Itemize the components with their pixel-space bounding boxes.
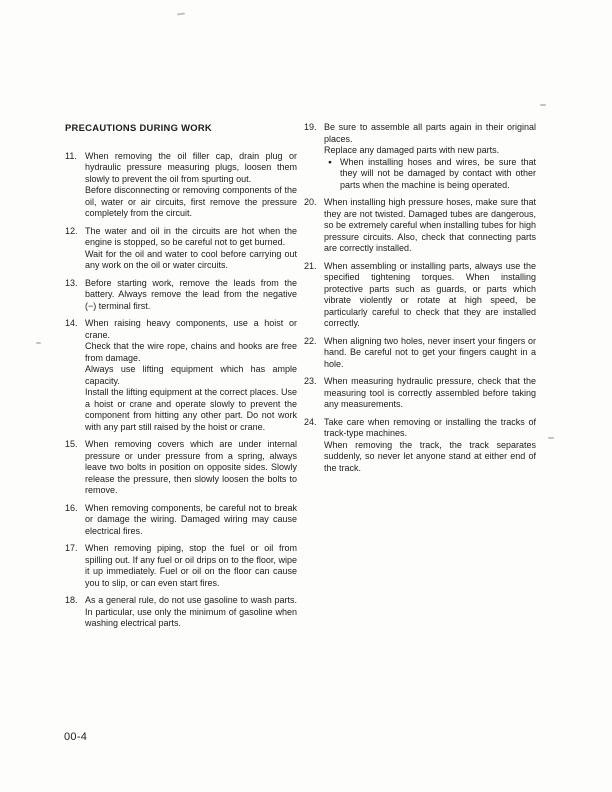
scan-artifact	[177, 12, 185, 15]
item-paragraph: As a general rule, do not use gasoline to wash parts. In particular, use only the minimum of gasoline when washing electrical parts.	[85, 595, 297, 628]
item-paragraph: When aligning two holes, never insert your fingers or hand. Be careful not to get your fingers caught in a hole.	[324, 335, 536, 369]
item-paragraph: When raising heavy components, use a hoist or crane.	[85, 318, 297, 340]
scan-artifact	[36, 342, 41, 344]
item-body	[85, 543, 297, 589]
scan-artifact	[548, 437, 554, 439]
item-paragraph: When removing covers which are under internal pressure or under pressure from a spring, always leave two bolts in position on opposite sides. Slowly release the pressure, then slowly loosen the bolts to remove.	[85, 439, 297, 495]
item-number: 23.	[304, 376, 317, 386]
list-item-18	[65, 595, 297, 630]
item-paragraph: When removing the track, the track separates suddenly, so never let anyone stand at either end of the track.	[324, 439, 536, 473]
list-item-24	[304, 417, 536, 475]
item-paragraph: When assembling or installing parts, always use the specified tightening torques. When installing protective parts such as guards, or parts which vibrate violently or rotate at high speed, be particularly careful to check that they are installed correctly.	[324, 260, 536, 328]
item-number: 13.	[65, 277, 78, 288]
item-number: 11.	[65, 150, 77, 161]
list-item-22	[304, 336, 536, 371]
list-item-20	[304, 197, 536, 255]
bullet-item	[328, 157, 536, 192]
item-number: 22.	[304, 335, 317, 346]
item-paragraph: Before disconnecting or removing components of the oil, water or air circuits, first remove the pressure completely from the circuit.	[85, 185, 297, 218]
bullet-icon: ●	[328, 158, 332, 166]
item-paragraph: Before starting work, remove the leads from the battery. Always remove the lead from the negative (−) terminal first.	[85, 277, 297, 311]
item-number: 21.	[304, 260, 317, 271]
item-number: 12.	[65, 225, 78, 236]
item-body	[324, 261, 536, 330]
item-body	[85, 595, 297, 630]
item-number: 18.	[65, 595, 78, 605]
list-item-13	[65, 278, 297, 313]
item-body	[324, 197, 536, 255]
list-item-21	[304, 261, 536, 330]
item-paragraph: Take care when removing or installing the tracks of track-type machines.	[324, 416, 536, 438]
two-column-layout	[65, 122, 536, 630]
item-paragraph: The water and oil in the circuits are hot when the engine is stopped, so be careful not to get burned.	[85, 225, 297, 247]
list-item-23	[304, 376, 536, 411]
item-paragraph: When installing high pressure hoses, make sure that they are not twisted. Damaged tubes are dangerous, so be extremely careful when installing tubes for high pressure circuits. Also, check that connecting parts are correctly installed.	[324, 197, 536, 253]
item-paragraph: When removing components, be careful not to break or damage the wiring. Damaged wiring may cause electrical fires.	[85, 502, 297, 536]
item-body	[324, 417, 536, 475]
bullet-paragraph: When installing hoses and wires, be sure that they will not be damaged by contact with other parts when the machine is being operated.	[340, 156, 536, 190]
item-paragraph: Always use lifting equipment which has ample capacity.	[85, 364, 297, 386]
right-column	[304, 122, 536, 630]
item-paragraph: When measuring hydraulic pressure, check that the measuring tool is correctly assembled before taking any measurements.	[324, 376, 536, 409]
item-body	[85, 226, 297, 272]
item-number: 20.	[304, 197, 317, 207]
list-item-15	[65, 439, 297, 497]
list-item-19	[304, 122, 536, 191]
scan-artifact	[540, 104, 546, 106]
list-item-14	[65, 318, 297, 433]
item-body	[85, 151, 297, 220]
list-item-11	[65, 151, 297, 220]
item-number: 16.	[65, 502, 78, 513]
item-paragraph: When removing piping, stop the fuel or oil from spilling out. If any fuel or oil drips on to the floor, wipe it up immediately. Fuel or oil on the floor can cause you to slip, or can even start fires.	[85, 543, 297, 588]
item-body	[85, 439, 297, 497]
item-number: 14.	[65, 318, 78, 328]
item-paragraph: Replace any damaged parts with new parts.	[324, 145, 500, 155]
item-body	[324, 122, 536, 191]
item-number: 24.	[304, 416, 317, 427]
list-item-16	[65, 503, 297, 538]
item-paragraph: Check that the wire rope, chains and hooks are free from damage.	[85, 341, 297, 363]
item-paragraph: Install the lifting equipment at the correct places. Use a hoist or crane and operate slowly to prevent the component from hitting any other part. Do not work with any part still raised by the hoist or crane.	[85, 387, 297, 432]
list-item-12	[65, 226, 297, 272]
item-number: 15.	[65, 439, 78, 449]
list-item-17	[65, 543, 297, 589]
item-body	[85, 503, 297, 538]
item-paragraph: Be sure to assemble all parts again in their original places.	[324, 122, 536, 144]
item-body	[85, 278, 297, 313]
item-body	[324, 376, 536, 411]
section-heading: PRECAUTIONS DURING WORK	[65, 122, 213, 133]
item-number: 19.	[304, 122, 317, 132]
item-number: 17.	[65, 543, 78, 553]
item-body	[85, 318, 297, 433]
item-paragraph: Wait for the oil and water to cool before carrying out any work on the oil or water circuits.	[85, 248, 297, 270]
left-column	[65, 122, 297, 630]
page-number: 00-4	[64, 731, 88, 743]
item-body	[324, 336, 536, 371]
item-paragraph: When removing the oil filler cap, drain plug or hydraulic pressure measuring plugs, loosen them slowly to prevent the oil from spurting out.	[85, 150, 297, 184]
